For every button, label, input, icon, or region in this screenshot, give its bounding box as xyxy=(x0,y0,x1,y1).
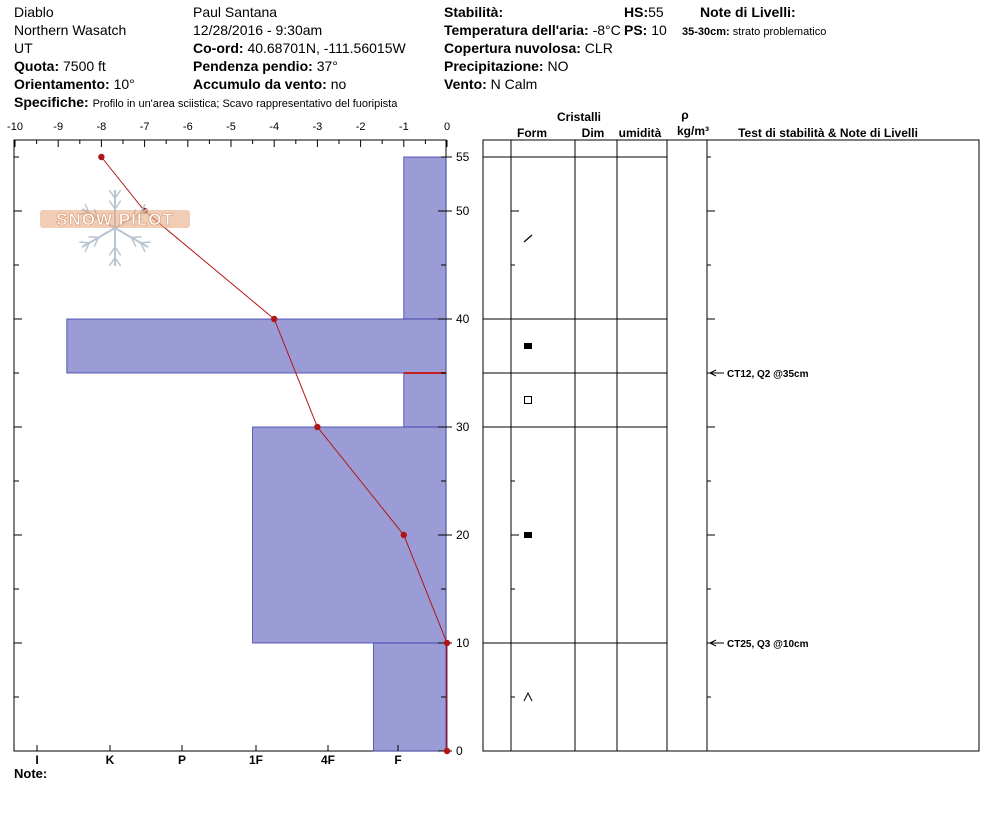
stability-label: Stabilità: xyxy=(444,4,504,20)
logo-text: SNOW PILOT xyxy=(56,210,174,229)
observation-datetime: 12/28/2016 - 9:30am xyxy=(193,22,323,38)
layer-note-text: strato problematico xyxy=(732,26,827,38)
temperature-point xyxy=(401,532,407,538)
cloud-value: CLR xyxy=(584,40,613,56)
depth-tick-label: 30 xyxy=(456,420,470,434)
temp-tick-label: -6 xyxy=(182,121,193,133)
temp-tick-label: -7 xyxy=(139,121,150,133)
elevation-label: Quota: xyxy=(14,58,60,74)
rho-header: ρ xyxy=(681,108,689,122)
temperature-point xyxy=(314,424,320,430)
depth-tick-label: 0 xyxy=(456,744,463,758)
temp-tick-label: -4 xyxy=(269,121,280,133)
stability-test-label: CT12, Q2 @35cm xyxy=(727,369,809,380)
notes-label: Note: xyxy=(14,766,48,781)
hardness-layer-3 xyxy=(253,427,446,643)
hardness-layer-4 xyxy=(374,643,446,751)
depth-tick-label: 55 xyxy=(456,150,470,164)
temp-tick-label: -10 xyxy=(7,121,23,133)
hardness-label: I xyxy=(35,753,39,767)
region-name: Northern Wasatch xyxy=(14,22,127,38)
hs-label: HS: xyxy=(624,4,649,20)
size-header: Dim xyxy=(581,126,605,140)
tests-header: Test di stabilità & Note di Livelli xyxy=(738,126,918,140)
stability-test-label: CT25, Q3 @10cm xyxy=(727,639,809,650)
precip-value: NO xyxy=(547,58,569,74)
hardness-layer-1 xyxy=(67,319,446,373)
temperature-point xyxy=(444,748,450,754)
coords-label: Co-ord: xyxy=(193,40,244,56)
wind-loading-label: Accumulo da vento: xyxy=(193,76,327,92)
depth-tick-label: 40 xyxy=(456,312,470,326)
air-temp-label: Temperatura dell'aria: xyxy=(444,22,589,38)
temp-tick-label: -3 xyxy=(312,121,323,133)
precip-label: Precipitazione: xyxy=(444,58,544,74)
wind-label: Vento: xyxy=(444,76,487,92)
hs-value: 55 xyxy=(648,4,664,20)
temperature-point xyxy=(444,640,450,646)
wind-value: N Calm xyxy=(490,76,538,92)
snowflake-branch xyxy=(89,237,99,238)
crystals-header: Cristalli xyxy=(556,110,602,124)
layer-table xyxy=(483,108,979,751)
air-temp-value: -8°C xyxy=(592,22,621,38)
crystal-filled-square-icon xyxy=(524,532,532,538)
form-header: Form xyxy=(517,126,547,140)
wind-loading-value: no xyxy=(330,76,347,92)
specifics-value: Profilo in un'area sciistica; Scavo rappresentativo del fuoripista xyxy=(92,98,398,110)
layer-notes-label: Note di Livelli: xyxy=(700,4,796,20)
temp-tick-label: 0 xyxy=(443,121,451,133)
temperature-point xyxy=(271,316,277,322)
specifics-label: Specifiche: xyxy=(14,94,89,110)
temp-tick-label: -5 xyxy=(226,121,236,133)
slope-label: Pendenza pendio: xyxy=(193,58,313,74)
crystal-filled-square-icon xyxy=(524,343,532,349)
hardness-label: 1F xyxy=(248,753,264,767)
temp-tick-label: -9 xyxy=(53,121,64,133)
aspect-value: 10° xyxy=(113,76,135,92)
cloud-label: Copertura nuvolosa: xyxy=(444,40,581,56)
snowflake-branch xyxy=(131,237,141,238)
slope-value: 37° xyxy=(316,58,338,74)
observer-name: Paul Santana xyxy=(193,4,278,20)
coords-value: 40.68701N, -111.56015W xyxy=(247,40,406,56)
depth-tick-label: 50 xyxy=(456,204,470,218)
location-name: Diablo xyxy=(14,4,54,20)
aspect-label: Orientamento: xyxy=(14,76,110,92)
hardness-layers xyxy=(67,157,446,751)
ps-label: PS: xyxy=(624,22,648,38)
table-border xyxy=(483,140,979,751)
hardness-label: P xyxy=(177,753,187,767)
ps-value: 10 xyxy=(651,22,667,38)
temp-tick-label: -1 xyxy=(398,121,409,133)
temp-tick-label: -8 xyxy=(96,121,107,133)
crystal-slash-icon xyxy=(524,235,532,242)
temp-tick-label: -2 xyxy=(355,121,366,133)
layer-note-depth: 35-30cm: xyxy=(682,26,730,38)
elevation-value: 7500 ft xyxy=(63,58,106,74)
temperature-point xyxy=(98,154,104,160)
state-name: UT xyxy=(14,40,33,56)
hardness-label: K xyxy=(105,753,115,767)
hardness-layer-0 xyxy=(404,157,446,319)
hardness-layer-2 xyxy=(404,373,446,427)
snowpilot-logo xyxy=(40,190,190,266)
snowflake-branch xyxy=(141,242,151,243)
snowflake-branch xyxy=(79,242,89,243)
crystal-open-square-icon xyxy=(525,397,532,404)
depth-tick-label: 20 xyxy=(456,528,470,542)
hardness-label: 4F xyxy=(320,753,336,767)
hardness-label: F xyxy=(394,753,402,767)
depth-tick-label: 10 xyxy=(456,636,470,650)
crystal-caret-icon xyxy=(524,693,532,701)
density-unit-header: kg/m³ xyxy=(676,124,710,138)
moisture-header: umidità xyxy=(618,126,662,140)
